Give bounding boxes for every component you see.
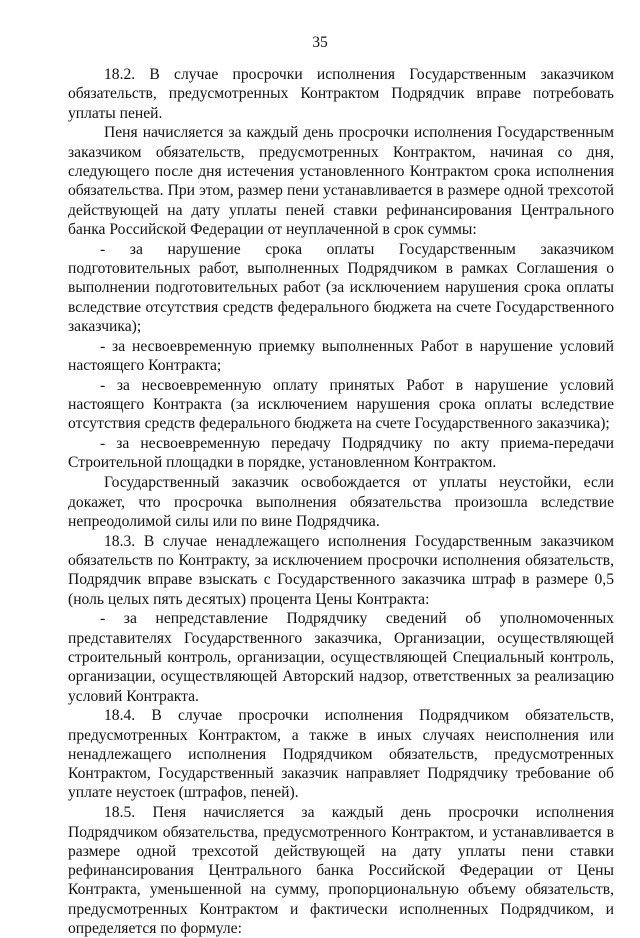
exemption-paragraph: Государственный заказчик освобождается от уплаты неустойки, если докажет, что просрочка выполнения обязательства произошла вследствие непреодолимой силы или по вине Подрядчика.: [68, 474, 614, 530]
document-body: [68, 65, 614, 938]
list-item: - за нарушение срока оплаты Государственным заказчиком подготовительных работ, выполненных Подрядчиком в рамках Соглашения о выполнении подготовительных работ (за исключением нарушения срока оплаты вследствие отсутствия средств федерального бюджета на счете Государственного заказчика);: [68, 240, 614, 335]
list-item: - за несвоевременную приемку выполненных Работ в нарушение условий настоящего Контракта;: [68, 337, 614, 374]
clause-18-2: 18.2. В случае просрочки исполнения Государственным заказчиком обязательств, предусмотренных Контрактом Подрядчик вправе потребовать уплаты пеней.: [68, 66, 614, 122]
penalty-paragraph: Пеня начисляется за каждый день просрочки исполнения Государственным заказчиком обязательств, предусмотренных Контрактом, начиная со дня, следующего после дня истечения установленного Контрактом срока исполнения обязательства. При этом, размер пени устанавливается в размере одной трехсотой действующей на дату уплаты пеней ставки рефинансирования Центрального банка Российской Федерации от неуплаченной в срок суммы:: [68, 124, 614, 238]
clause-18-4: 18.4. В случае просрочки исполнения Подрядчиком обязательств, предусмотренных Контрактом, а также в иных случаях неисполнения или ненадлежащего исполнения Подрядчиком обязательств, предусмотренных Контрактом, Государственный заказчик направляет Подрядчику требование об уплате неустоек (штрафов, пеней).: [68, 707, 614, 802]
list-item: - за непредставление Подрядчику сведений об уполномоченных представителях Государственного заказчика, Организации, осуществляющей строительный контроль, организации, осуществляющей Специальный контроль, организации, осуществляющей Авторский надзор, ответственных за реализацию условий Контракта.: [68, 610, 614, 705]
list-item: - за несвоевременную оплату принятых Работ в нарушение условий настоящего Контракта (за исключением нарушения срока оплаты вследствие отсутствия средств федерального бюджета на счете Государственного заказчика);: [68, 376, 614, 433]
page-number: 35: [312, 34, 328, 51]
list-item: - за несвоевременную передачу Подрядчику по акту приема-передачи Строительной площадки в порядке, установленном Контрактом.: [68, 435, 614, 472]
clause-18-3: 18.3. В случае ненадлежащего исполнения Государственным заказчиком обязательств по Контракту, за исключением просрочки исполнения обязательств, Подрядчик вправе взыскать с Государственного заказчика штраф в размере 0,5 (ноль целых пять десятых) процента Цены Контракта:: [68, 532, 614, 608]
clause-18-5: 18.5. Пеня начисляется за каждый день просрочки исполнения Подрядчиком обязательства, предусмотренного Контрактом, и устанавливается в размере одной трехсотой действующей на дату уплаты пени ставки рефинансирования Центрального банка Российской Федерации от Цены Контракта, уменьшенной на сумму, пропорциональную объему обязательств, предусмотренных Контрактом и фактически исполненных Подрядчиком, и определяется по формуле:: [68, 804, 614, 938]
